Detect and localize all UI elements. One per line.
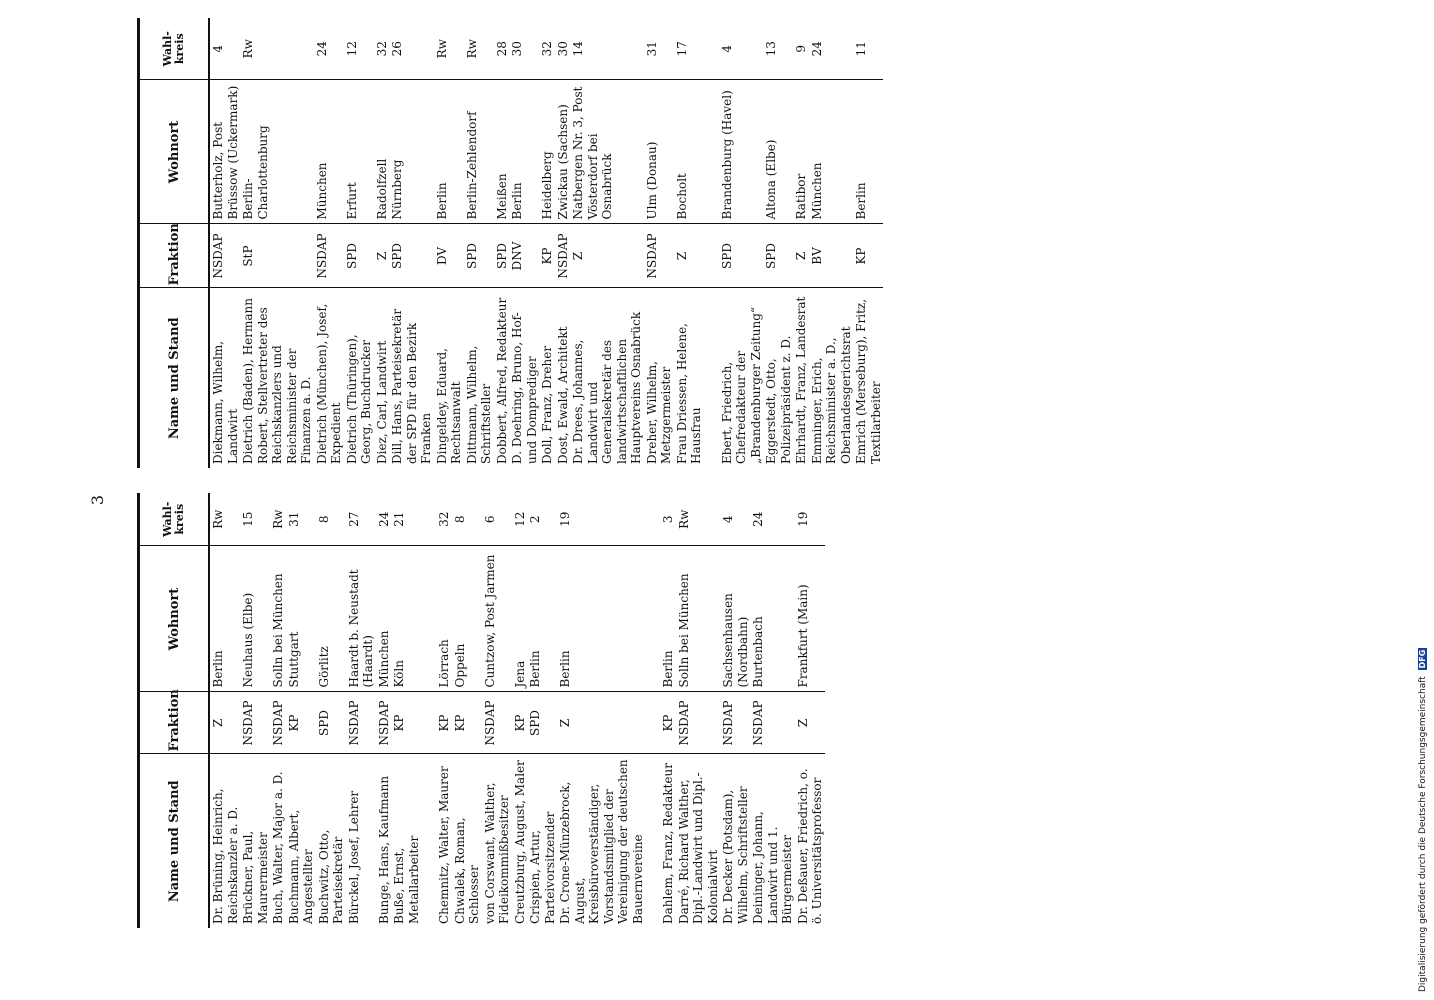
member-name: Dr. Decker (Potsdam), Wilhelm, Schriftsteller — [721, 786, 750, 924]
spacer-cell — [704, 224, 719, 288]
member-wahlkreis: 32 — [374, 18, 390, 80]
member-fraktion: SPD — [316, 692, 346, 754]
header-fraktion: Fraktion — [139, 692, 210, 754]
member-wahlkreis: Rw — [464, 18, 494, 80]
member-fraktion: Z — [674, 224, 704, 288]
table-row — [555, 18, 571, 468]
member-wohnort: Natbergen Nr. 3, Post Vösterdorf bei Osnabrück — [570, 80, 644, 224]
member-wohnort: Neuhaus (Elbe) — [240, 546, 270, 692]
member-wohnort: Berlin — [509, 80, 539, 224]
member-name: Chwalek, Roman, Schlosser — [452, 817, 481, 924]
member-wohnort: Oppeln — [452, 546, 482, 692]
member-fraktion: Z — [795, 692, 825, 754]
member-fraktion: Z — [570, 224, 644, 288]
member-wohnort: Heidelberg — [539, 80, 555, 224]
member-wohnort: Berlin — [557, 546, 645, 692]
member-wahlkreis: 6 — [482, 493, 512, 546]
member-wahlkreis: Rw — [209, 493, 240, 546]
member-fraktion: KP — [853, 224, 883, 288]
members-table-left — [137, 493, 825, 928]
table-row — [704, 18, 719, 468]
member-name: Doll, Franz, Dreher — [540, 345, 554, 464]
table-row — [452, 493, 482, 928]
member-wahlkreis: 28 — [494, 18, 510, 80]
table-row — [809, 18, 854, 468]
member-name: Creutzburg, August, Maler — [512, 760, 527, 924]
member-wohnort: Solln bei München — [270, 546, 286, 692]
member-name: Emrich (Merseburg), Fritz, Textilarbeiter — [854, 298, 883, 464]
member-wahlkreis: Rw — [434, 18, 464, 80]
member-wahlkreis: 26 — [389, 18, 434, 80]
spacer-cell — [645, 692, 660, 754]
table-row — [346, 493, 376, 928]
table-row — [376, 493, 392, 928]
member-fraktion: KP — [391, 692, 421, 754]
member-wahlkreis: 19 — [557, 493, 645, 546]
header-name: Name und Stand — [139, 288, 210, 468]
member-fraktion: DNV — [509, 224, 539, 288]
member-name: Dreher, Wilhelm, Metzgermeister — [644, 361, 673, 464]
member-wohnort: Altona (Elbe) — [763, 80, 793, 224]
member-name: Bürckel, Josef, Lehrer — [346, 790, 361, 924]
member-wohnort: Berlin-Zehlendorf — [464, 80, 494, 224]
member-wohnort: Ulm (Donau) — [644, 80, 674, 224]
member-fraktion: NSDAP — [720, 692, 750, 754]
member-wahlkreis: Rw — [270, 493, 286, 546]
member-name: Emminger, Erich, Reichsminister a. D., Oberlandesgerichtsrat — [809, 326, 853, 464]
member-wohnort: Bocholt — [674, 80, 704, 224]
table-row — [527, 493, 557, 928]
member-wahlkreis: 17 — [674, 18, 704, 80]
spacer-cell — [704, 80, 719, 224]
table-row — [645, 493, 660, 928]
member-wahlkreis: 12 — [344, 18, 374, 80]
spacer-cell — [645, 546, 660, 692]
member-wahlkreis: 24 — [750, 493, 795, 546]
table-row — [719, 18, 764, 468]
member-wahlkreis: 8 — [452, 493, 482, 546]
member-wohnort: Erfurt — [344, 80, 374, 224]
member-wohnort: Berlin — [209, 546, 240, 692]
member-wohnort: Görlitz — [316, 546, 346, 692]
member-wohnort: Lörrach — [436, 546, 452, 692]
member-fraktion: SPD — [527, 692, 557, 754]
header-wahlkreis: Wahl- kreis — [139, 18, 210, 80]
member-wohnort: Nürnberg — [389, 80, 434, 224]
table-row — [557, 493, 645, 928]
member-name: Chemnitz, Walter, Maurer — [437, 766, 451, 924]
member-wohnort: Butterholz, Post Brüssow (Uckermark) — [209, 80, 240, 224]
table-row — [314, 18, 344, 468]
member-name: Buchmann, Albert, Angestellter — [286, 809, 315, 924]
member-wohnort: Sachsenhausen (Nordbahn) — [720, 546, 750, 692]
table-row — [482, 493, 512, 928]
member-name: Dietrich (München), Josef, Expedient — [314, 303, 343, 464]
member-wohnort: Berlin — [853, 80, 883, 224]
member-fraktion: KP — [286, 692, 316, 754]
member-wohnort: Radolfzell — [374, 80, 390, 224]
header-name: Name und Stand — [139, 754, 210, 928]
member-fraktion: StP — [240, 224, 314, 288]
member-name: Crispien, Artur, Parteivorsitzender — [528, 811, 557, 924]
member-wohnort: Berlin-Charlottenburg — [240, 80, 314, 224]
member-fraktion: NSDAP — [240, 692, 270, 754]
member-fraktion: NSDAP — [676, 692, 721, 754]
member-name: Deininger, Johann, Landwirt und 1. Bürgermeister — [751, 811, 794, 924]
member-fraktion: NSDAP — [209, 224, 240, 288]
member-name: Frau Driessen, Helene, Hausfrau — [674, 323, 703, 464]
table-row — [374, 18, 390, 468]
spacer-cell — [421, 546, 436, 692]
table-header — [139, 18, 210, 468]
member-fraktion: NSDAP — [270, 692, 286, 754]
member-wahlkreis: 19 — [795, 493, 825, 546]
member-wahlkreis: 24 — [809, 18, 854, 80]
member-fraktion: SPD — [494, 224, 510, 288]
member-wohnort: Burtenbach — [750, 546, 795, 692]
member-wohnort: München — [376, 546, 392, 692]
member-wahlkreis: 32 — [436, 493, 452, 546]
digitization-text: Digitalisierung gefördert durch die Deutsche Forschungsgemeinschaft — [1418, 676, 1428, 992]
member-wahlkreis: 3 — [660, 493, 676, 546]
member-fraktion: NSDAP — [314, 224, 344, 288]
member-wahlkreis: 31 — [644, 18, 674, 80]
table-row — [209, 18, 240, 468]
member-wahlkreis: 31 — [286, 493, 316, 546]
table-row — [391, 493, 421, 928]
table-row — [389, 18, 434, 468]
member-wahlkreis: 4 — [719, 18, 764, 80]
member-wahlkreis: 30 — [509, 18, 539, 80]
spacer-cell — [704, 18, 719, 80]
spacer-cell — [645, 754, 660, 928]
member-fraktion: Z — [374, 224, 390, 288]
table-row — [240, 493, 270, 928]
member-wahlkreis: 11 — [853, 18, 883, 80]
header-wohnort: Wohnort — [139, 80, 210, 224]
member-fraktion: NSDAP — [644, 224, 674, 288]
spacer-cell — [421, 493, 436, 546]
member-fraktion: BV — [809, 224, 854, 288]
member-wohnort: München — [314, 80, 344, 224]
table-row — [344, 18, 374, 468]
table-row — [720, 493, 750, 928]
member-fraktion: SPD — [344, 224, 374, 288]
member-fraktion: NSDAP — [750, 692, 795, 754]
table-row — [512, 493, 528, 928]
spacer-cell — [421, 754, 436, 928]
digitization-note — [1418, 648, 1428, 992]
member-wahlkreis: 4 — [209, 18, 240, 80]
member-name: Buch, Walter, Major a. D. — [271, 771, 285, 924]
member-fraktion: NSDAP — [346, 692, 376, 754]
member-wahlkreis: 24 — [376, 493, 392, 546]
member-wahlkreis: 24 — [314, 18, 344, 80]
member-wahlkreis: 4 — [720, 493, 750, 546]
member-name: Diez, Carl, Landwirt — [374, 340, 389, 464]
member-name: D. Doehring, Bruno, Hof- und Domprediger — [510, 312, 539, 464]
member-wohnort: Zwickau (Sachsen) — [555, 80, 571, 224]
member-name: Dr. Deßauer, Friedrich, o. ö. Universitätsprofessor — [795, 768, 824, 924]
member-fraktion: KP — [436, 692, 452, 754]
member-name: Brückner, Paul, Maurermeister — [241, 830, 270, 924]
member-wohnort: Berlin — [434, 80, 464, 224]
member-name: Dost, Ewald, Architekt — [555, 326, 570, 464]
table-row — [494, 18, 510, 468]
member-wahlkreis: 14 — [570, 18, 644, 80]
dfg-logo: DFG — [1418, 649, 1427, 669]
member-wahlkreis: 32 — [539, 18, 555, 80]
table-body-right — [209, 18, 883, 468]
member-wahlkreis: 8 — [316, 493, 346, 546]
member-fraktion: SPD — [464, 224, 494, 288]
member-fraktion: DV — [434, 224, 464, 288]
member-wohnort: Meißen — [494, 80, 510, 224]
member-name: Bunge, Hans, Kaufmann — [376, 775, 391, 924]
member-wahlkreis: 21 — [391, 493, 421, 546]
member-fraktion: KP — [539, 224, 555, 288]
member-wohnort: Berlin — [660, 546, 676, 692]
member-name: Buße, Ernst, Metallarbeiter — [392, 835, 421, 924]
member-fraktion: Z — [557, 692, 645, 754]
page-number: 3 — [88, 494, 107, 506]
spacer-cell — [704, 288, 719, 468]
spacer-cell — [421, 692, 436, 754]
member-name: Ebert, Friedrich, Chefredakteur der „Brandenburger Zeitung“ — [719, 306, 763, 464]
member-fraktion: SPD — [389, 224, 434, 288]
table-row — [795, 493, 825, 928]
table-row — [316, 493, 346, 928]
member-name: Dobbert, Alfred, Redakteur — [494, 297, 509, 464]
member-wohnort: Brandenburg (Havel) — [719, 80, 764, 224]
member-name: Dr. Crone-Münzebrock, August, Kreisbüroverständiger, Vorstandsmitglied der Vereinigung der deutschen Bauernvereine — [558, 759, 645, 924]
member-wohnort: Frankfurt (Main) — [795, 546, 825, 692]
member-wohnort: Stuttgart — [286, 546, 316, 692]
member-fraktion: Z — [209, 692, 240, 754]
member-fraktion: KP — [452, 692, 482, 754]
member-wahlkreis: 27 — [346, 493, 376, 546]
header-wohnort: Wohnort — [139, 546, 210, 692]
table-row — [570, 18, 644, 468]
member-name: Eggerstedt, Otto, Polizeipräsident z. D. — [764, 335, 793, 464]
member-wahlkreis: 9 — [793, 18, 809, 80]
member-fraktion: SPD — [763, 224, 793, 288]
member-name: Dahlem, Franz, Redakteur — [661, 763, 675, 924]
member-name: Dietrich (Baden), Hermann Robert, Stellvertreter des Reichskanzlers und Reichsminister der Finanzen a. D. — [241, 298, 313, 464]
member-fraktion: NSDAP — [376, 692, 392, 754]
table-row — [270, 493, 286, 928]
member-wohnort: Solln bei München — [676, 546, 721, 692]
member-name: Buchwitz, Otto, Parteisekretär — [316, 829, 345, 924]
member-name: Dingeldey, Eduard, Rechtsanwalt — [434, 348, 463, 464]
member-name: Ehrhardt, Franz, Landesrat — [794, 296, 808, 464]
member-fraktion: Z — [793, 224, 809, 288]
table-row — [750, 493, 795, 928]
member-wohnort: Köln — [391, 546, 421, 692]
member-wahlkreis: 15 — [240, 493, 270, 546]
header-fraktion: Fraktion — [139, 224, 210, 288]
member-fraktion: NSDAP — [555, 224, 571, 288]
member-name: Darré, Richard Walther, Dipl.-Landwirt und Dipl.-Kolonialwirt — [676, 772, 720, 924]
table-row — [644, 18, 674, 468]
member-wahlkreis: 2 — [527, 493, 557, 546]
member-wahlkreis: 13 — [763, 18, 793, 80]
member-wohnort: Cuntzow, Post Jarmen — [482, 546, 512, 692]
member-wohnort: Ratibor — [793, 80, 809, 224]
spacer-cell — [645, 493, 660, 546]
member-wohnort: Jena — [512, 546, 528, 692]
member-name: Dr. Drees, Johannes, Landwirt und Generalsekretär des landwirtschaftlichen Hauptvereins Osnabrück — [571, 311, 643, 464]
table-body-left — [209, 493, 825, 928]
table-row — [539, 18, 555, 468]
table-row — [676, 493, 721, 928]
table-row — [209, 493, 240, 928]
table-row — [464, 18, 494, 468]
table-row — [421, 493, 436, 928]
table-row — [240, 18, 314, 468]
member-wohnort: Berlin — [527, 546, 557, 692]
table-row — [436, 493, 452, 928]
table-row — [434, 18, 464, 468]
table-row — [793, 18, 809, 468]
member-fraktion: SPD — [719, 224, 764, 288]
table-row — [853, 18, 883, 468]
table-row — [674, 18, 704, 468]
member-name: Dittmann, Wilhelm, Schriftsteller — [464, 345, 493, 464]
member-name: Diekmann, Wilhelm, Landwirt — [211, 340, 240, 464]
member-fraktion: NSDAP — [482, 692, 512, 754]
member-wohnort: Haardt b. Neustadt (Haardt) — [346, 546, 376, 692]
member-name: Dietrich (Thüringen), Georg, Buchdrucker — [344, 334, 373, 464]
member-name: Dr. Brüning, Heinrich, Reichskanzler a. D. — [211, 788, 240, 924]
member-wahlkreis: 30 — [555, 18, 571, 80]
member-name: Dill, Hans, Parteisekretär der SPD für den Bezirk Franken — [390, 308, 433, 464]
member-name: von Corswant, Walther, Fideikommißbesitzer — [482, 782, 511, 924]
member-wahlkreis: Rw — [240, 18, 314, 80]
member-fraktion: KP — [660, 692, 676, 754]
member-fraktion: KP — [512, 692, 528, 754]
table-row — [660, 493, 676, 928]
table-row — [763, 18, 793, 468]
member-wahlkreis: Rw — [676, 493, 721, 546]
members-table-right — [137, 18, 883, 468]
table-header — [139, 493, 210, 928]
table-row — [286, 493, 316, 928]
member-wahlkreis: 12 — [512, 493, 528, 546]
table-row — [509, 18, 539, 468]
member-wohnort: München — [809, 80, 854, 224]
header-wahlkreis: Wahl- kreis — [139, 493, 210, 546]
